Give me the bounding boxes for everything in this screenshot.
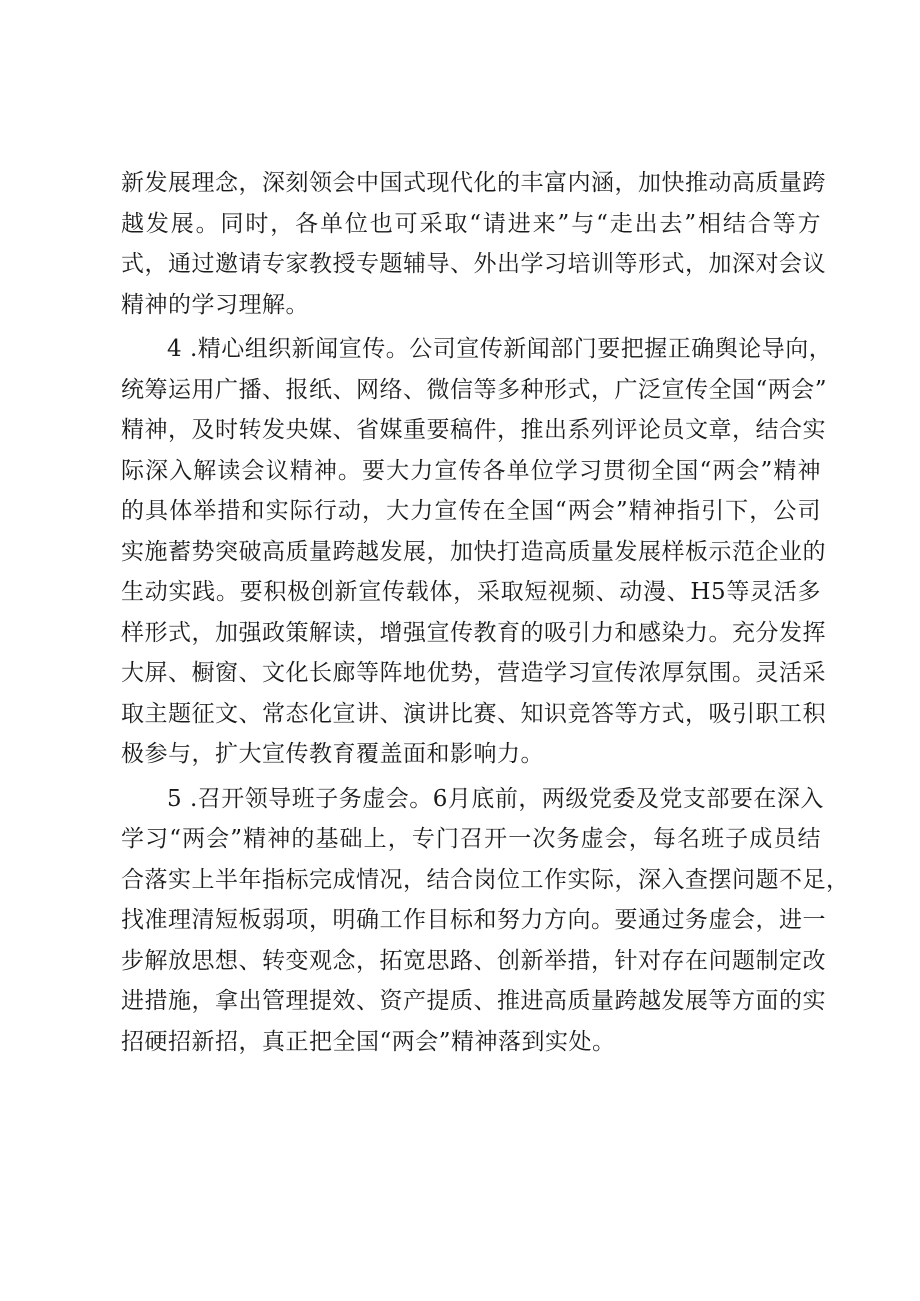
text-line: 招硬招新招，真正把全国“两会”精神落到实处。 [121,1028,616,1055]
text-line: 极参与，扩大宣传教育覆盖面和影响力。 [121,741,544,767]
text-line: 5 .召开领导班子务虚会。6月底前，两级党委及党支部要在深入 [167,785,824,812]
text-line: 生动实践。要积极创新宣传载体，采取短视频、动漫、H5等灵活多 [121,579,821,605]
text-line: 找准理清短板弱项，明确工作目标和努力方向。要通过务虚会，进一 [121,907,826,933]
paragraph-news-publicity [121,329,833,775]
text-line: 精神，及时转发央媒、省媒重要稿件，推出系列评论员文章，结合实 [121,417,826,443]
text-line: 样形式，加强政策解读，增强宣传教育的吸引力和感染力。充分发挥 [121,619,826,646]
text-line: 取主题征文、常态化宣讲、演讲比赛、知识竞答等方式，吸引职工积 [121,700,826,727]
text-line: 精神的学习理解。 [121,291,309,318]
text-line: 新发展理念，深刻领会中国式现代化的丰富内涵，加快推动高质量跨 [121,170,826,196]
paragraph-continued [121,163,826,325]
text-line: 大屏、橱窗、文化长廊等阵地优势，营造学习宣传浓厚氛围。灵活采 [121,660,826,686]
text-line: 合落实上半年指标完成情况，结合岗位工作实际，深入查摆问题不足， [121,866,850,893]
text-line: 进措施，拿出管理提效、资产提质、推进高质量跨越发展等方面的实 [121,988,826,1014]
text-line: 越发展。同时，各单位也可采取“请进来”与“走出去”相结合等方 [121,210,821,237]
text-line: 际深入解读会议精神。要大力宣传各单位学习贯彻全国“两会”精神 [121,457,821,484]
text-line: 统筹运用广播、报纸、网络、微信等多种形式，广泛宣传全国“两会” [121,376,828,403]
text-line: 的具体举措和实际行动，大力宣传在全国“两会”精神指引下，公司 [121,498,821,524]
paragraph-leadership-meeting [121,779,850,1063]
text-line: 学习“两会”精神的基础上，专门召开一次务虚会，每名班子成员结 [121,826,821,852]
document-body [121,163,850,1062]
text-line: 实施蓄势突破高质量跨越发展，加快打造高质量发展样板示范企业的 [121,538,826,565]
text-line: 式，通过邀请专家教授专题辅导、外出学习培训等形式，加深对会议 [121,251,826,277]
text-line: 步解放思想、转变观念，拓宽思路、创新举措，针对存在问题制定改 [121,947,826,974]
text-line: 4 .精心组织新闻宣传。公司宣传新闻部门要把握正确舆论导向， [167,336,833,362]
